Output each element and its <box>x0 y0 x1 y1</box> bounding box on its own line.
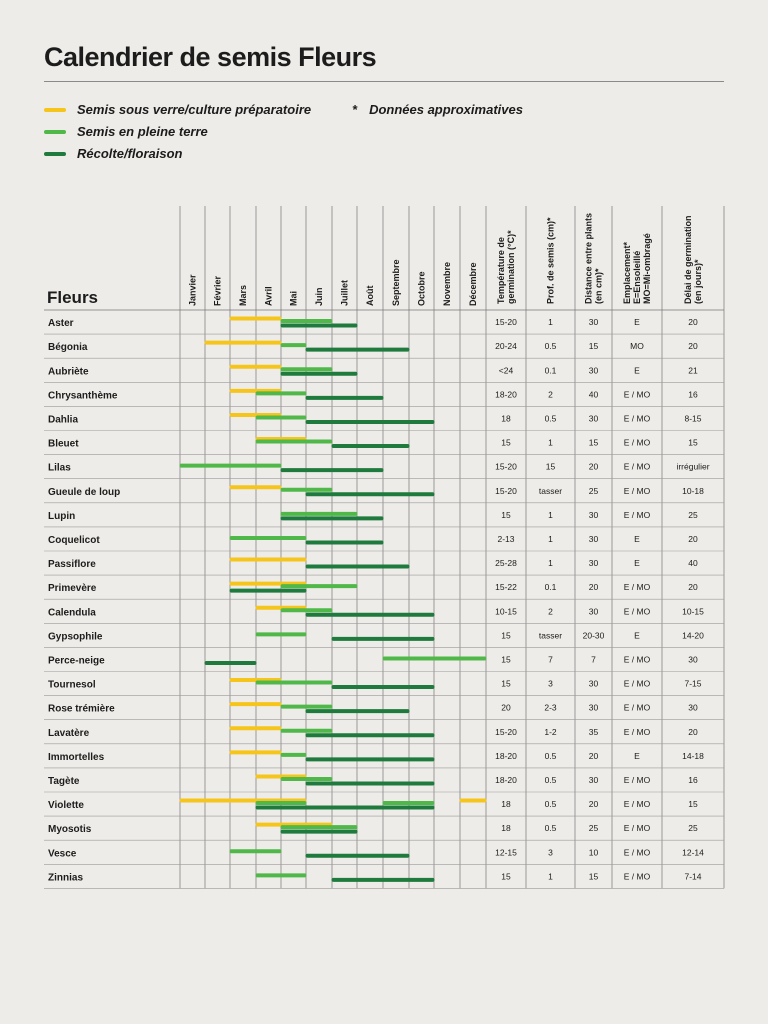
month-header-6: Juillet <box>339 279 350 306</box>
info-cell-4: 16 <box>688 389 698 400</box>
plant-name: Aubriète <box>48 366 89 378</box>
info-cell-2: 10 <box>588 847 599 858</box>
info-cell-0: 18 <box>501 823 511 834</box>
plant-name: Vesce <box>48 848 77 860</box>
info-cell-4: 7-14 <box>684 871 702 882</box>
info-cell-3: E <box>634 317 640 328</box>
plant-name: Bégonia <box>48 342 88 354</box>
info-cell-4: irrégulier <box>676 461 710 472</box>
info-cell-1: 1 <box>548 558 553 569</box>
info-cell-1: 1 <box>548 317 553 328</box>
info-cell-4: 20 <box>688 582 698 593</box>
info-cell-1: 2 <box>548 606 553 617</box>
month-header-0: Janvier <box>187 274 198 306</box>
month-header-4: Mai <box>288 290 299 306</box>
info-cell-0: 20-24 <box>495 341 517 352</box>
info-cell-4: 20 <box>688 726 698 737</box>
info-cell-4: 10-15 <box>682 606 704 617</box>
info-cell-3: E <box>634 533 640 544</box>
plant-name: Gypsophile <box>48 631 103 643</box>
plant-name: Tournesol <box>48 679 96 691</box>
info-cell-3: E <box>634 750 640 761</box>
info-cell-0: 20 <box>501 702 511 713</box>
info-cell-4: 30 <box>688 702 698 713</box>
info-cell-4: 25 <box>688 823 698 834</box>
plant-name: Violette <box>48 800 84 812</box>
info-cell-0: 15 <box>501 509 511 520</box>
info-cell-1: 0.5 <box>544 774 557 785</box>
info-cell-1: 2-3 <box>544 702 557 713</box>
plant-name: Aster <box>48 318 74 330</box>
info-cell-0: 18 <box>501 799 511 810</box>
table-title: Fleurs <box>47 288 99 307</box>
info-cell-2: 40 <box>588 389 599 400</box>
info-cell-3: MO <box>630 341 644 352</box>
info-cell-4: 15 <box>688 799 698 810</box>
month-header-7: Août <box>365 285 375 306</box>
info-cell-1: 0.5 <box>544 799 557 810</box>
info-header-4-0: Délai de germination <box>683 215 693 304</box>
info-cell-1: tasser <box>538 630 563 641</box>
info-cell-2: 30 <box>588 509 599 520</box>
info-cell-1: 1 <box>548 533 553 544</box>
info-cell-0: 25-28 <box>495 558 517 569</box>
info-cell-3: E / MO <box>623 485 651 496</box>
info-cell-3: E / MO <box>623 654 651 665</box>
plant-name: Calendula <box>48 607 96 619</box>
info-cell-4: 20 <box>688 317 698 328</box>
info-cell-3: E / MO <box>623 823 651 834</box>
info-header-0-1: germination (°C)* <box>506 230 516 304</box>
month-header-2: Mars <box>238 284 248 306</box>
info-cell-3: E / MO <box>623 437 651 448</box>
info-cell-0: 15 <box>501 654 511 665</box>
info-cell-3: E / MO <box>623 702 651 713</box>
plant-name: Tagète <box>48 775 80 787</box>
plant-name: Coquelicot <box>48 534 100 546</box>
info-cell-0: 15 <box>501 678 511 689</box>
month-header-3: Avril <box>263 286 274 306</box>
info-cell-0: <24 <box>498 365 514 376</box>
info-cell-3: E / MO <box>623 726 651 737</box>
info-cell-2: 20 <box>588 461 599 472</box>
month-header-10: Novembre <box>442 261 452 306</box>
info-cell-3: E <box>634 558 640 569</box>
info-cell-2: 25 <box>588 823 599 834</box>
info-cell-1: 0.5 <box>544 823 557 834</box>
info-cell-1: 0.5 <box>544 750 557 761</box>
info-header-2-1: (en cm)* <box>593 268 604 304</box>
info-header-3-1: E=Ensoleillé <box>632 250 642 304</box>
info-cell-4: 14-20 <box>682 630 704 641</box>
plant-name: Lilas <box>48 462 71 474</box>
info-cell-3: E / MO <box>623 389 651 400</box>
info-cell-2: 20 <box>588 750 599 761</box>
info-cell-1: 0.1 <box>544 365 557 376</box>
info-cell-0: 15-20 <box>495 726 517 737</box>
info-cell-1: 2 <box>548 389 553 400</box>
info-cell-2: 35 <box>588 726 599 737</box>
info-cell-1: 1 <box>548 509 553 520</box>
info-header-0-0: Température de <box>496 237 506 304</box>
plant-name: Rose trémière <box>48 703 115 715</box>
info-cell-0: 18 <box>501 413 511 424</box>
info-cell-2: 30 <box>588 702 599 713</box>
info-cell-4: 16 <box>688 774 698 785</box>
info-cell-1: 0.1 <box>544 582 557 593</box>
info-cell-3: E / MO <box>623 582 651 593</box>
info-header-2-0: Distance entre plants <box>583 212 594 304</box>
info-cell-3: E / MO <box>623 678 651 689</box>
info-cell-4: 20 <box>688 533 698 544</box>
info-cell-4: 25 <box>688 509 698 520</box>
info-cell-3: E / MO <box>623 799 651 810</box>
info-cell-4: 7-15 <box>684 678 702 689</box>
info-cell-1: 3 <box>548 847 553 858</box>
plant-name: Lavatère <box>48 727 90 739</box>
info-cell-1: 0.5 <box>544 341 557 352</box>
plant-name: Myosotis <box>48 824 92 836</box>
info-cell-4: 30 <box>688 654 698 665</box>
info-header-3-2: MO=Mi-ombragé <box>642 233 652 304</box>
info-cell-3: E / MO <box>623 847 651 858</box>
info-cell-2: 25 <box>588 485 599 496</box>
info-cell-3: E <box>634 630 640 641</box>
info-cell-1: 1-2 <box>544 726 557 737</box>
legend-label-harvest: Récolte/floraison <box>77 146 183 161</box>
asterisk-icon: * <box>352 102 358 117</box>
plant-name: Primevère <box>48 583 97 595</box>
legend-label-outdoor: Semis en pleine terre <box>77 124 208 139</box>
info-cell-2: 30 <box>588 413 599 424</box>
info-cell-1: 1 <box>548 871 553 882</box>
info-cell-0: 10-15 <box>495 606 517 617</box>
info-cell-1: tasser <box>538 485 563 496</box>
info-cell-2: 15 <box>588 437 599 448</box>
plant-name: Bleuet <box>48 438 79 450</box>
info-cell-0: 15 <box>501 871 511 882</box>
info-cell-2: 30 <box>588 558 599 569</box>
info-cell-0: 18-20 <box>495 774 517 785</box>
info-cell-4: 20 <box>688 341 698 352</box>
info-cell-2: 30 <box>588 774 599 785</box>
plant-name: Passiflore <box>48 559 96 571</box>
info-cell-3: E / MO <box>623 509 651 520</box>
month-header-8: Septembre <box>391 259 401 306</box>
info-cell-1: 3 <box>548 678 553 689</box>
info-cell-0: 15 <box>501 437 511 448</box>
plant-name: Gueule de loup <box>48 486 121 498</box>
info-cell-2: 30 <box>588 365 599 376</box>
info-header-3-0: Emplacement* <box>622 241 632 304</box>
info-cell-2: 30 <box>588 606 599 617</box>
plant-name: Dahlia <box>48 414 79 426</box>
info-cell-0: 15-20 <box>495 317 517 328</box>
month-header-9: Octobre <box>416 271 427 306</box>
info-cell-3: E / MO <box>623 606 651 617</box>
info-cell-4: 21 <box>688 365 698 376</box>
info-cell-0: 15-20 <box>495 485 517 496</box>
info-cell-2: 20-30 <box>582 630 605 641</box>
info-cell-0: 15-22 <box>495 582 517 593</box>
info-cell-2: 20 <box>588 582 599 593</box>
info-cell-2: 15 <box>588 871 599 882</box>
info-cell-3: E / MO <box>623 413 651 424</box>
info-cell-1: 1 <box>548 437 553 448</box>
info-cell-0: 15-20 <box>495 461 517 472</box>
info-cell-2: 30 <box>588 533 599 544</box>
plant-name: Zinnias <box>48 872 84 884</box>
month-header-11: Décembre <box>468 262 478 306</box>
info-cell-4: 8-15 <box>684 413 702 424</box>
info-cell-4: 14-18 <box>682 750 704 761</box>
info-header-4-1: (en jours)* <box>693 259 703 304</box>
info-cell-2: 30 <box>588 678 599 689</box>
info-cell-2: 7 <box>591 654 596 665</box>
month-header-5: Juin <box>314 287 324 306</box>
plant-name: Lupin <box>48 510 76 522</box>
info-cell-2: 20 <box>588 799 599 810</box>
info-cell-3: E / MO <box>623 774 651 785</box>
info-cell-4: 12-14 <box>682 847 704 858</box>
plant-name: Chrysanthème <box>48 390 118 402</box>
info-cell-0: 12-15 <box>495 847 517 858</box>
info-cell-4: 40 <box>688 558 698 569</box>
info-cell-0: 18-20 <box>495 750 517 761</box>
info-cell-1: 7 <box>548 654 553 665</box>
info-cell-2: 30 <box>588 317 599 328</box>
info-cell-3: E / MO <box>623 871 651 882</box>
info-cell-0: 15 <box>501 630 511 641</box>
legend-label-indoor: Semis sous verre/culture préparatoire <box>77 102 312 117</box>
month-header-1: Février <box>212 275 223 306</box>
page-title: Calendrier de semis Fleurs <box>44 42 377 72</box>
info-cell-2: 15 <box>588 341 599 352</box>
info-cell-3: E / MO <box>623 461 651 472</box>
info-cell-0: 18-20 <box>495 389 517 400</box>
info-cell-4: 15 <box>688 437 698 448</box>
approximate-note-label: Données approximatives <box>369 102 523 117</box>
info-cell-4: 10-18 <box>682 485 704 496</box>
info-cell-1: 0.5 <box>544 413 557 424</box>
plant-name: Perce-neige <box>48 655 105 667</box>
plant-name: Immortelles <box>48 751 105 763</box>
info-header-1-0: Prof. de semis (cm)* <box>545 217 556 304</box>
info-cell-0: 2-13 <box>497 533 515 544</box>
info-cell-1: 15 <box>545 461 556 472</box>
info-cell-3: E <box>634 365 640 376</box>
